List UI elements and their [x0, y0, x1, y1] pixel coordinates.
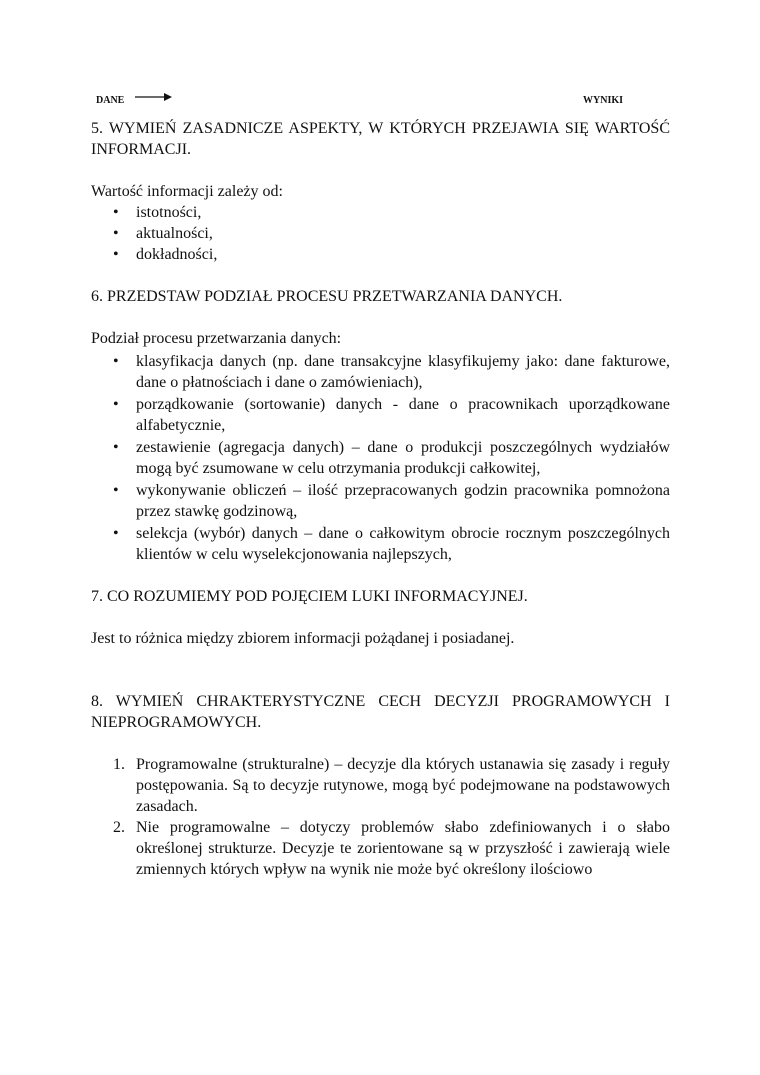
list-item: • klasyfikacja danych (np. dane transakcyjne klasyfikujemy jako: dane fakturowe, dane o płatnościach i dane o zamówieniach), [91, 351, 670, 393]
section-5-intro: Wartość informacji zależy od: [91, 183, 283, 200]
list-item: • istotności, [91, 202, 670, 223]
list-item: 2. Nie programowalne – dotyczy problemów słabo zdefiniowanych i o słabo określonej strukturze. Decyzje te zorientowane są w przyszłość i zawierają wiele zmiennych których wpływ na wynik nie może być określony ilościowo [113, 819, 670, 878]
list-item: • dokładności, [91, 244, 670, 265]
section-7-heading: 7. CO ROZUMIEMY POD POJĘCIEM LUKI INFORMACYJNEJ. [91, 588, 528, 605]
section-8-list [91, 754, 670, 880]
wyniki-label: WYNIKI [583, 95, 624, 106]
section-5-heading: 5. WYMIEŃ ZASADNICZE ASPEKTY, W KTÓRYCH PRZEJAWIA SIĘ WARTOŚĆ INFORMACJI. [91, 120, 670, 158]
section-6-heading: 6. PRZEDSTAW PODZIAŁ PROCESU PRZETWARZANIA DANYCH. [91, 288, 563, 305]
list-item: • wykonywanie obliczeń – ilość przepracowanych godzin pracownika pomnożona przez stawkę godzinową, [91, 480, 670, 522]
list-item: • aktualności, [91, 223, 670, 244]
list-item: • zestawienie (agregacja danych) – dane o produkcji poszczególnych wydziałów mogą być zsumowane w celu otrzymania produkcji całkowitej, [91, 437, 670, 479]
list-item: • selekcja (wybór) danych – dane o całkowitym obrocie rocznym poszczególnych klientów w celu wyselekcjonowania najlepszych, [91, 523, 670, 565]
section-5-list [91, 202, 670, 265]
list-item: 1. Programowalne (strukturalne) – decyzje dla których ustanawia się zasady i reguły postępowania. Są to decyzje rutynowe, mogą być podejmowane na podstawowych zasadach. [113, 756, 670, 815]
dane-label: DANE [96, 95, 125, 106]
right-arrow-icon [135, 92, 173, 102]
section-8-heading: 8. WYMIEŃ CHRAKTERYSTYCZNE CECH DECYZJI PROGRAMOWYCH I NIEPROGRAMOWYCH. [91, 693, 670, 731]
list-item: • porządkowanie (sortowanie) danych - dane o pracownikach uporządkowane alfabetycznie, [91, 394, 670, 436]
section-6-intro: Podział procesu przetwarzania danych: [91, 330, 342, 347]
section-7-answer: Jest to różnica między zbiorem informacji pożądanej i posiadanej. [91, 630, 515, 647]
section-6-list [91, 351, 670, 565]
data-flow-diagram [0, 88, 760, 108]
document-content [91, 118, 670, 880]
